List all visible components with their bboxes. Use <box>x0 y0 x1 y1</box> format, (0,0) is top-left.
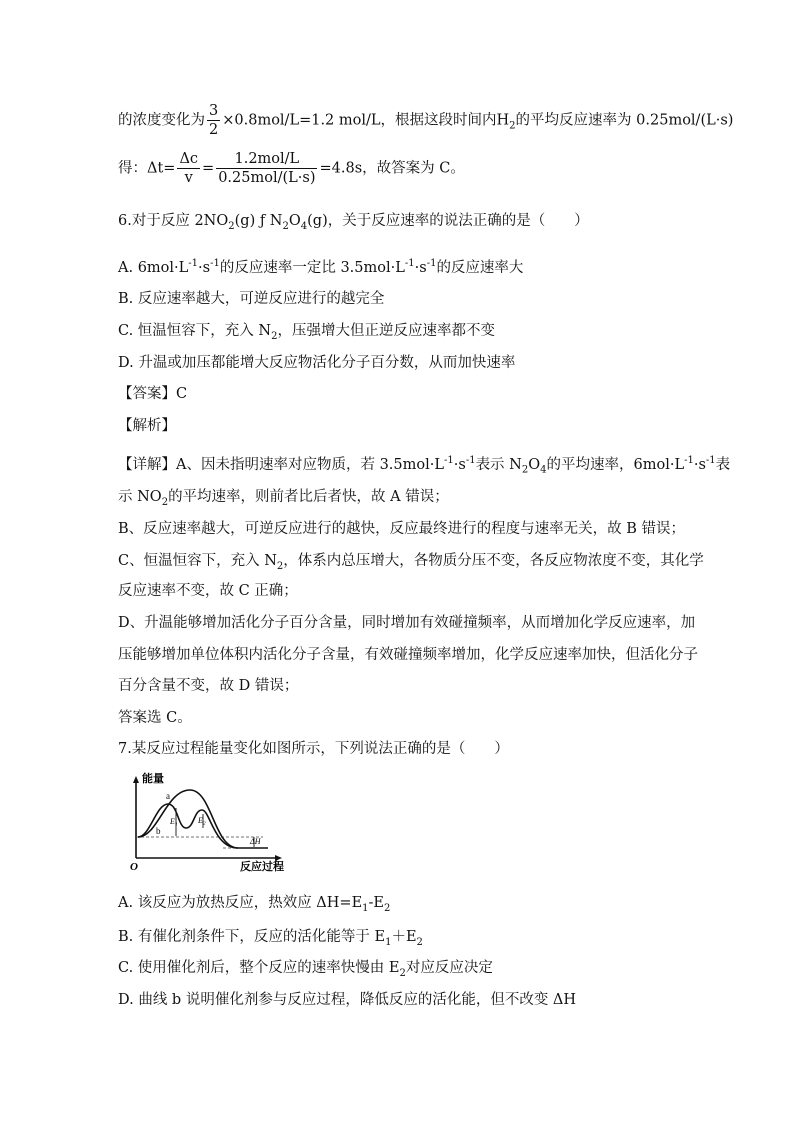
text: 得：Δt= <box>118 160 176 177</box>
q7-option-d: D. 曲线 b 说明催化剂参与反应过程，降低反应的活化能，但不改变 ΔH <box>118 992 577 1008</box>
text: ·s <box>198 259 211 276</box>
subscript: 2 <box>271 330 278 342</box>
q7-option-a <box>118 893 390 919</box>
q6-option-d: D. 升温或加压都能增大反应物活化分子百分数，从而加快速率 <box>118 355 516 371</box>
fraction <box>177 150 200 187</box>
subscript: 2 <box>399 967 406 979</box>
q7-option-c <box>118 958 493 984</box>
fig-label-e1: E₁ <box>170 817 178 826</box>
frac-den: v <box>184 170 193 186</box>
text: = <box>202 160 215 177</box>
solution-line-2 <box>118 150 465 187</box>
text: 的反应速率大 <box>436 259 524 276</box>
q6-analysis-heading: 【解析】 <box>118 418 176 434</box>
superscript: -1 <box>684 455 694 466</box>
text: 对应反应决定 <box>405 960 493 976</box>
text: ×0.8mol/L=1.2 mol/L，根据这段时间内H <box>222 112 510 129</box>
subscript: 2 <box>276 560 284 572</box>
q6-option-a <box>118 254 523 278</box>
text: ＋E <box>391 929 417 945</box>
q6-stem <box>118 211 589 237</box>
text: 的反应速率一定比 3.5mol·L <box>219 259 405 276</box>
text: 的平均速率，6mol·L <box>546 456 685 473</box>
frac-num: 1.2mol/L <box>216 150 317 169</box>
q7-stem: 7.某反应过程能量变化如图所示，下列说法正确的是（ ） <box>118 741 509 757</box>
superscript: -1 <box>705 455 716 466</box>
text: 的平均速率，则前者比后者快，故 A 错误； <box>168 489 449 505</box>
q6-option-c <box>118 321 495 347</box>
q6-detail-line-1 <box>118 451 730 481</box>
subscript: 4 <box>300 220 308 232</box>
superscript: -1 <box>210 258 220 269</box>
subscript: 2 <box>509 120 516 132</box>
subscript: 1 <box>385 936 392 948</box>
q6-detail-line-4 <box>118 551 704 577</box>
text: C. 使用催化剂后，整个反应的速率快慢由 E <box>118 960 400 976</box>
fraction <box>207 102 220 139</box>
superscript: -1 <box>426 258 437 269</box>
fig-label-dh: ΔH <box>250 837 261 846</box>
text: 的平均反应速率为 0.25mol/(L·s) <box>515 112 734 129</box>
energy-diagram <box>128 772 298 872</box>
subscript: 1 <box>362 902 369 914</box>
subscript: 2 <box>282 220 289 232</box>
text: ，压强增大但正逆反应速率都不变 <box>277 323 495 339</box>
q6-answer: 【答案】C <box>118 386 188 402</box>
text: A. 6mol·L <box>118 259 189 276</box>
q6-detail-line-3: B、反应速率越大，可逆反应进行的越快，反应最终进行的程度与速率无关，故 B 错误； <box>118 521 686 537</box>
superscript: -1 <box>188 258 199 269</box>
subscript: 2 <box>228 220 235 232</box>
subscript: 2 <box>384 902 391 914</box>
fig-label-a: a <box>166 791 170 801</box>
q7-option-b <box>118 927 423 953</box>
q6-detail-line-8: 百分含量不变，故 D 错误； <box>118 678 299 694</box>
text: O <box>288 213 301 229</box>
superscript: -1 <box>404 258 415 269</box>
text: ·s <box>453 456 466 473</box>
q6-detail-line-6: D、升温能够增加活化分子百分含量，同时增加有效碰撞频率，从而增加化学反应速率，加 <box>118 615 696 631</box>
frac-den: 2 <box>209 122 219 138</box>
text: C. 恒温恒容下，充入 N <box>118 323 272 339</box>
fig-label-b: b <box>156 826 161 836</box>
text: C、恒温恒容下，充入 N <box>118 553 277 569</box>
text: O <box>528 456 541 473</box>
q6-detail-line-2 <box>118 487 449 513</box>
text: B. 有催化剂条件下，反应的活化能等于 E <box>118 929 386 945</box>
text: 6.对于反应 2NO <box>118 213 229 229</box>
text: ·s <box>414 259 427 276</box>
superscript: -1 <box>465 455 476 466</box>
text: 【详解】A、因未指明速率对应物质，若 3.5mol·L <box>118 456 444 473</box>
text: ，体系内总压增大，各物质分压不变，各反应物浓度不变，其化学 <box>283 553 704 569</box>
q6-detail-line-9: 答案选 C。 <box>118 710 192 726</box>
solution-line-1 <box>118 102 733 139</box>
text: (g) ƒ N <box>234 213 283 229</box>
subscript: 2 <box>416 936 423 948</box>
text: -E <box>368 895 385 911</box>
text: 表 <box>715 456 731 473</box>
subscript: 4 <box>540 464 547 476</box>
curve-b <box>138 804 238 848</box>
text: A. 该反应为放热反应，热效应 ΔH=E <box>118 895 363 911</box>
text: 示 NO <box>118 489 162 505</box>
fig-label-e2: E₂ <box>198 816 206 825</box>
superscript: -1 <box>444 455 454 466</box>
subscript: 2 <box>521 464 529 476</box>
frac-num: Δc <box>179 151 199 167</box>
q6-option-b: B. 反应速率越大，可逆反应进行的越完全 <box>118 291 385 307</box>
frac-num: 3 <box>209 103 219 119</box>
text: ·s <box>693 456 706 473</box>
text: (g)，关于反应速率的说法正确的是（ ） <box>307 213 589 229</box>
q6-detail-line-7: 压能够增加单位体积内活化分子含量，有效碰撞频率增加，化学反应速率加快，但活化分子 <box>118 647 698 663</box>
fig-ylabel: 能量 <box>142 773 164 785</box>
q6-detail-line-5: 反应速率不变，故 C 正确； <box>118 583 298 599</box>
fig-xlabel: 反应过程 <box>240 861 284 872</box>
text: =4.8s，故答案为 C。 <box>319 160 465 177</box>
text: 的浓度变化为 <box>118 112 205 129</box>
subscript: 2 <box>161 496 169 508</box>
fraction <box>216 150 317 187</box>
text: 表示 N <box>475 456 522 473</box>
y-axis-arrow <box>133 776 139 783</box>
fig-origin: O <box>130 861 138 872</box>
frac-den: 0.25mol/(L·s) <box>218 170 316 186</box>
